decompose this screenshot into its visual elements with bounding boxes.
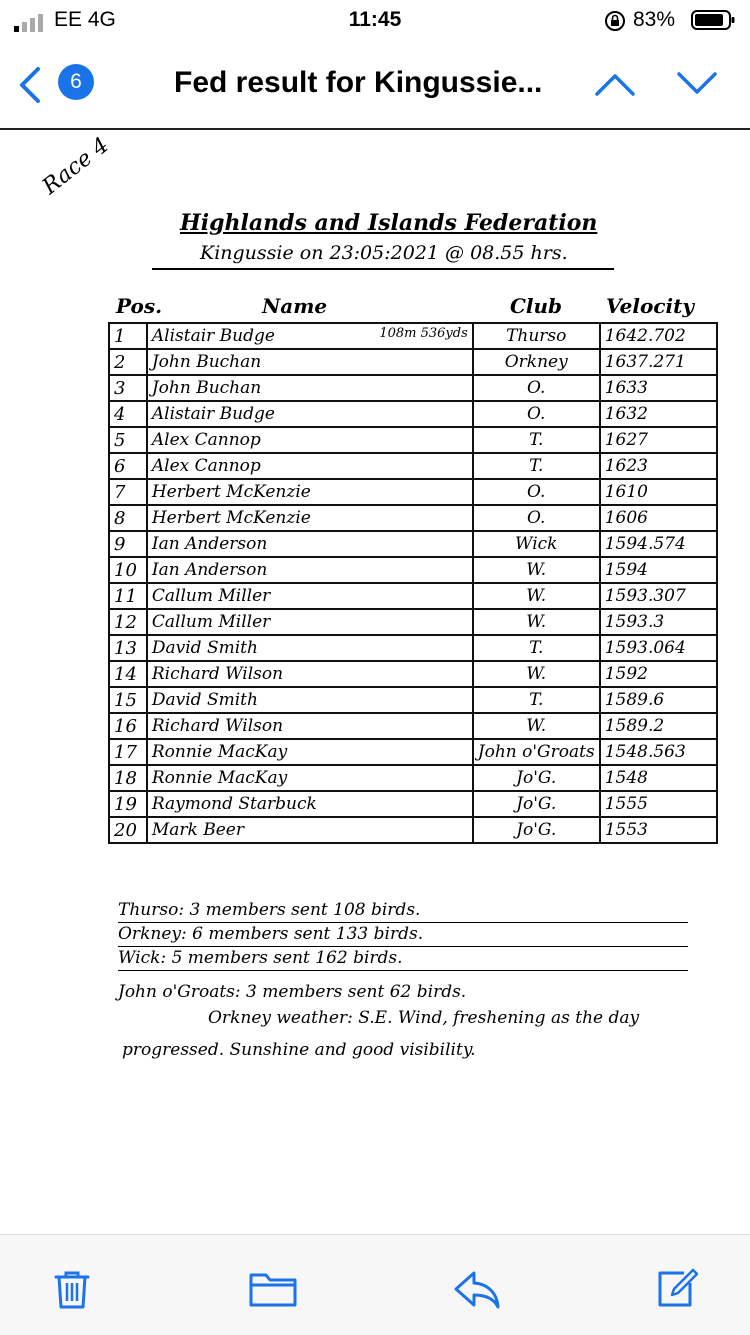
result-club	[473, 557, 600, 583]
result-velocity	[600, 479, 717, 505]
result-velocity	[600, 453, 717, 479]
compose-icon[interactable]	[654, 1267, 698, 1311]
result-name-text: Ian Anderson	[151, 560, 268, 580]
header-pos: Pos.	[116, 294, 163, 318]
table-row	[109, 609, 717, 635]
result-position-text: 1	[114, 325, 126, 347]
result-position	[109, 791, 147, 817]
result-name	[147, 557, 473, 583]
race-note: Race 4	[38, 132, 114, 200]
result-position	[109, 401, 147, 427]
result-club-text: W.	[526, 560, 547, 580]
result-position	[109, 375, 147, 401]
result-velocity	[600, 713, 717, 739]
result-name-text: Raymond Starbuck	[151, 794, 317, 814]
result-name	[147, 427, 473, 453]
result-position-text: 15	[114, 689, 137, 711]
result-club	[473, 687, 600, 713]
result-name-text: Callum Miller	[151, 586, 271, 606]
result-name	[147, 739, 473, 765]
summary-line: Wick: 5 members sent 162 birds.	[118, 948, 403, 968]
table-row	[109, 583, 717, 609]
result-name-text: Herbert McKenzie	[151, 482, 311, 502]
result-velocity-text: 1592	[604, 664, 648, 684]
result-velocity	[600, 739, 717, 765]
result-club-text: O.	[527, 482, 546, 502]
result-name	[147, 323, 473, 349]
ruled-line	[118, 970, 688, 971]
reply-icon[interactable]	[452, 1267, 502, 1311]
result-club	[473, 401, 600, 427]
result-velocity-text: 1637.271	[604, 352, 686, 372]
battery-percent: 83%	[633, 8, 676, 31]
result-velocity-text: 1633	[604, 378, 648, 398]
result-club	[473, 765, 600, 791]
result-club	[473, 453, 600, 479]
race-subtitle: Kingussie on 23:05:2021 @ 08.55 hrs.	[200, 242, 568, 264]
table-row	[109, 765, 717, 791]
result-velocity	[600, 635, 717, 661]
result-name-text: John Buchan	[151, 352, 262, 372]
result-velocity-text: 1555	[604, 794, 648, 814]
result-position	[109, 583, 147, 609]
result-velocity	[600, 375, 717, 401]
result-name-text: Ian Anderson	[151, 534, 268, 554]
result-club-text: W.	[526, 586, 547, 606]
table-row	[109, 453, 717, 479]
result-name	[147, 687, 473, 713]
result-club	[473, 635, 600, 661]
table-row	[109, 349, 717, 375]
result-position-text: 18	[114, 767, 137, 789]
result-velocity-text: 1642.702	[604, 326, 686, 346]
header-name: Name	[262, 294, 328, 318]
result-club-text: W.	[526, 664, 547, 684]
result-club-text: O.	[527, 404, 546, 424]
result-position	[109, 609, 147, 635]
result-club	[473, 791, 600, 817]
result-name-text: Mark Beer	[151, 820, 244, 840]
previous-message-chevron-icon[interactable]	[594, 70, 636, 98]
result-name	[147, 479, 473, 505]
result-velocity-text: 1593.307	[604, 586, 686, 606]
result-club-text: T.	[529, 690, 544, 710]
table-row	[109, 817, 717, 843]
table-row	[109, 323, 717, 349]
mail-toolbar	[0, 1234, 750, 1335]
table-row	[109, 401, 717, 427]
result-velocity	[600, 323, 717, 349]
summary-line: John o'Groats: 3 members sent 62 birds.	[118, 982, 467, 1002]
result-club-text: T.	[529, 456, 544, 476]
table-row	[109, 713, 717, 739]
result-club-text: T.	[529, 638, 544, 658]
result-name	[147, 661, 473, 687]
result-position	[109, 687, 147, 713]
result-name	[147, 453, 473, 479]
folder-icon[interactable]	[248, 1267, 298, 1311]
result-velocity-text: 1593.3	[604, 612, 665, 632]
result-velocity-text: 1548	[604, 768, 648, 788]
result-club	[473, 817, 600, 843]
result-velocity	[600, 401, 717, 427]
result-velocity-text: 1627	[604, 430, 648, 450]
result-position-text: 8	[114, 507, 126, 529]
result-velocity-text: 1548.563	[604, 742, 686, 762]
result-club-text: Thurso	[506, 326, 567, 346]
result-position	[109, 713, 147, 739]
next-message-chevron-icon[interactable]	[676, 70, 718, 98]
result-position-text: 13	[114, 637, 137, 659]
ruled-line	[118, 922, 688, 923]
result-velocity	[600, 687, 717, 713]
ruled-line	[118, 946, 688, 947]
result-position-text: 2	[114, 351, 126, 373]
result-velocity	[600, 791, 717, 817]
message-nav-bar	[0, 42, 750, 128]
result-position	[109, 817, 147, 843]
result-club-text: Orkney	[504, 352, 568, 372]
result-club-text: W.	[526, 612, 547, 632]
result-name-text: Alistair Budge	[151, 326, 275, 346]
result-velocity-text: 1610	[604, 482, 648, 502]
result-velocity	[600, 505, 717, 531]
distance-note: 108m 536yds	[379, 326, 468, 341]
result-position-text: 16	[114, 715, 137, 737]
result-velocity-text: 1606	[604, 508, 648, 528]
result-velocity-text: 1553	[604, 820, 648, 840]
carrier-label: EE 4G	[54, 8, 116, 31]
result-club	[473, 583, 600, 609]
result-position	[109, 635, 147, 661]
result-club	[473, 505, 600, 531]
result-position-text: 12	[114, 611, 137, 633]
result-position	[109, 661, 147, 687]
result-name-text: Alex Cannop	[151, 430, 261, 450]
result-position	[109, 453, 147, 479]
result-position	[109, 531, 147, 557]
rotation-lock-icon	[604, 10, 626, 32]
result-name-text: Ronnie MacKay	[151, 768, 288, 788]
result-club-text: John o'Groats	[477, 742, 595, 762]
result-club-text: O.	[527, 508, 546, 528]
result-club	[473, 375, 600, 401]
result-club	[473, 479, 600, 505]
result-club	[473, 713, 600, 739]
summary-line: Thurso: 3 members sent 108 birds.	[118, 900, 421, 920]
result-club	[473, 739, 600, 765]
result-club	[473, 323, 600, 349]
result-name	[147, 791, 473, 817]
weather-line: progressed. Sunshine and good visibility.	[122, 1040, 476, 1060]
result-name	[147, 583, 473, 609]
result-velocity-text: 1623	[604, 456, 648, 476]
table-row	[109, 505, 717, 531]
message-title: Fed result for Kingussie...	[174, 66, 543, 99]
result-club	[473, 609, 600, 635]
result-velocity-text: 1632	[604, 404, 648, 424]
table-row	[109, 791, 717, 817]
result-position-text: 4	[114, 403, 126, 425]
result-name-text: Callum Miller	[151, 612, 271, 632]
result-club-text: Wick	[515, 534, 558, 554]
result-position	[109, 739, 147, 765]
summary-line: Orkney: 6 members sent 133 birds.	[118, 924, 424, 944]
result-name	[147, 635, 473, 661]
result-name	[147, 713, 473, 739]
result-position-text: 7	[114, 481, 126, 503]
result-name-text: David Smith	[151, 690, 258, 710]
result-velocity	[600, 349, 717, 375]
result-velocity-text: 1594.574	[604, 534, 686, 554]
result-name-text: Ronnie MacKay	[151, 742, 288, 762]
subtitle-underline	[152, 268, 614, 270]
result-velocity	[600, 817, 717, 843]
result-name	[147, 531, 473, 557]
weather-line: Orkney weather: S.E. Wind, freshening as the day	[208, 1008, 640, 1028]
result-velocity	[600, 583, 717, 609]
result-position	[109, 427, 147, 453]
table-row	[109, 427, 717, 453]
result-name	[147, 401, 473, 427]
result-name-text: Richard Wilson	[151, 664, 284, 684]
result-name-text: David Smith	[151, 638, 258, 658]
result-position	[109, 349, 147, 375]
battery-icon	[691, 10, 735, 30]
table-row	[109, 479, 717, 505]
status-bar	[0, 0, 750, 42]
result-position	[109, 479, 147, 505]
result-position-text: 6	[114, 455, 126, 477]
result-name	[147, 375, 473, 401]
table-row	[109, 531, 717, 557]
result-velocity-text: 1589.2	[604, 716, 665, 736]
result-position-text: 14	[114, 663, 137, 685]
table-row	[109, 557, 717, 583]
result-name	[147, 349, 473, 375]
result-velocity-text: 1594	[604, 560, 648, 580]
result-club-text: Jo'G.	[516, 820, 557, 840]
result-club	[473, 427, 600, 453]
result-position	[109, 323, 147, 349]
result-position-text: 10	[114, 559, 137, 581]
result-position-text: 17	[114, 741, 137, 763]
result-name	[147, 609, 473, 635]
result-position-text: 19	[114, 793, 137, 815]
result-position-text: 11	[114, 585, 137, 607]
result-position-text: 20	[114, 819, 137, 841]
result-velocity	[600, 661, 717, 687]
result-club-text: O.	[527, 378, 546, 398]
result-position	[109, 765, 147, 791]
result-club	[473, 349, 600, 375]
result-velocity	[600, 531, 717, 557]
table-row	[109, 739, 717, 765]
result-name	[147, 505, 473, 531]
result-name-text: Alistair Budge	[151, 404, 275, 424]
result-name-text: Richard Wilson	[151, 716, 284, 736]
table-row	[109, 687, 717, 713]
result-club	[473, 531, 600, 557]
result-club	[473, 661, 600, 687]
back-count-badge[interactable]: 6	[58, 64, 94, 100]
result-position-text: 9	[114, 533, 126, 555]
result-name	[147, 765, 473, 791]
result-position-text: 5	[114, 429, 126, 451]
trash-icon[interactable]	[50, 1267, 94, 1311]
result-position	[109, 557, 147, 583]
scanned-results-document	[0, 130, 750, 1234]
result-velocity	[600, 765, 717, 791]
result-club-text: Jo'G.	[516, 794, 557, 814]
result-name-text: John Buchan	[151, 378, 262, 398]
result-velocity	[600, 427, 717, 453]
result-position	[109, 505, 147, 531]
header-club: Club	[510, 294, 563, 318]
result-club-text: Jo'G.	[516, 768, 557, 788]
result-name	[147, 817, 473, 843]
result-velocity-text: 1593.064	[604, 638, 686, 658]
header-velocity: Velocity	[606, 294, 694, 318]
table-row	[109, 661, 717, 687]
result-velocity	[600, 557, 717, 583]
results-table	[108, 322, 718, 844]
back-chevron-icon[interactable]	[14, 66, 44, 104]
result-name-text: Herbert McKenzie	[151, 508, 311, 528]
result-position-text: 3	[114, 377, 126, 399]
federation-title: Highlands and Islands Federation	[180, 210, 598, 236]
result-club-text: T.	[529, 430, 544, 450]
result-club-text: W.	[526, 716, 547, 736]
table-row	[109, 375, 717, 401]
result-velocity	[600, 609, 717, 635]
result-name-text: Alex Cannop	[151, 456, 261, 476]
result-velocity-text: 1589.6	[604, 690, 665, 710]
status-time: 11:45	[348, 8, 402, 31]
table-row	[109, 635, 717, 661]
